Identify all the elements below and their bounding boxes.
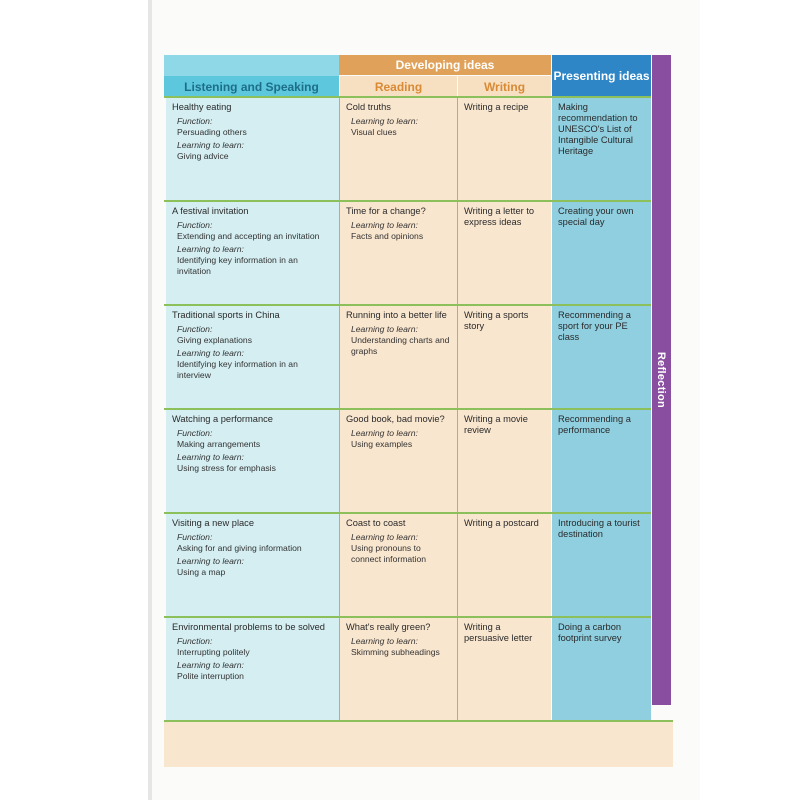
presenting-task: Doing a carbon footprint survey xyxy=(558,622,622,643)
learning-label: Learning to learn: xyxy=(177,140,244,150)
learning-label: Learning to learn: xyxy=(177,556,244,566)
developing-ideas-header: Developing ideas xyxy=(339,55,551,75)
presenting-task: Making recommendation to UNESCO's List of Intangible Cultural Heritage xyxy=(558,102,638,156)
writing-task: Writing a recipe xyxy=(464,102,529,112)
learning-label: Learning to learn: xyxy=(351,220,418,230)
learning-value: Using stress for emphasis xyxy=(177,463,276,473)
writing-task: Writing a persuasive letter xyxy=(464,622,533,643)
writing-cell xyxy=(458,514,551,616)
learning-label: Learning to learn: xyxy=(351,532,418,542)
writing-task: Writing a postcard xyxy=(464,518,539,528)
learning-label: Learning to learn: xyxy=(351,636,418,646)
reading-learning-value: Skimming subheadings xyxy=(351,647,440,657)
reading-learning-value: Facts and opinions xyxy=(351,231,424,241)
presenting-ideas-header: Presenting ideas xyxy=(552,55,651,98)
reading-learning-value: Using examples xyxy=(351,439,413,449)
learning-label: Learning to learn: xyxy=(351,324,418,334)
listening-speaking-cell xyxy=(166,514,339,616)
function-value: Interrupting politely xyxy=(177,647,250,657)
learning-label: Learning to learn: xyxy=(177,348,244,358)
reading-cell xyxy=(340,202,457,304)
listening-header-top xyxy=(164,55,339,76)
reading-header: Reading xyxy=(340,76,457,98)
presenting-cell xyxy=(552,306,651,408)
reading-title: Good book, bad movie? xyxy=(346,414,445,424)
column-divider xyxy=(457,410,458,512)
reading-learning-value: Visual clues xyxy=(351,127,397,137)
listening-speaking-header: Listening and Speaking xyxy=(164,76,339,98)
presenting-task: Creating your own special day xyxy=(558,206,634,227)
presenting-cell xyxy=(552,98,651,200)
unit-topic: Traditional sports in China xyxy=(172,310,280,320)
learning-value: Giving advice xyxy=(177,151,229,161)
learning-value: Identifying key information in an interview xyxy=(177,359,298,380)
writing-cell xyxy=(458,618,551,720)
column-divider xyxy=(457,202,458,304)
listening-speaking-cell xyxy=(166,202,339,304)
listening-speaking-cell xyxy=(166,98,339,200)
learning-label: Learning to learn: xyxy=(177,452,244,462)
function-value: Making arrangements xyxy=(177,439,261,449)
column-divider xyxy=(339,98,340,200)
reading-learning-value: Understanding charts and graphs xyxy=(351,335,450,356)
writing-task: Writing a sports story xyxy=(464,310,529,331)
column-divider xyxy=(457,306,458,408)
reading-learning-value: Using pronouns to connect information xyxy=(351,543,426,564)
function-label: Function: xyxy=(177,116,213,126)
reading-title: Time for a change? xyxy=(346,206,426,216)
presenting-cell xyxy=(552,514,651,616)
function-label: Function: xyxy=(177,532,213,542)
function-label: Function: xyxy=(177,324,213,334)
reading-title: Running into a better life xyxy=(346,310,447,320)
reflection-bar xyxy=(652,55,671,705)
learning-label: Learning to learn: xyxy=(177,244,244,254)
reading-title: Coast to coast xyxy=(346,518,406,528)
listening-speaking-cell xyxy=(166,618,339,720)
column-divider xyxy=(457,514,458,616)
learning-value: Using a map xyxy=(177,567,226,577)
unit-topic: Environmental problems to be solved xyxy=(172,622,325,632)
learning-label: Learning to learn: xyxy=(177,660,244,670)
function-label: Function: xyxy=(177,428,213,438)
listening-speaking-cell xyxy=(166,306,339,408)
column-divider xyxy=(339,514,340,616)
learning-value: Polite interruption xyxy=(177,671,244,681)
column-divider xyxy=(339,202,340,304)
reading-cell xyxy=(340,306,457,408)
writing-cell xyxy=(458,306,551,408)
presenting-cell xyxy=(552,618,651,720)
presenting-task: Introducing a tourist destination xyxy=(558,518,640,539)
column-divider xyxy=(339,618,340,720)
writing-task: Writing a letter to express ideas xyxy=(464,206,535,227)
presenting-cell xyxy=(552,202,651,304)
reading-title: Cold truths xyxy=(346,102,391,112)
reading-cell xyxy=(340,410,457,512)
reading-cell xyxy=(340,618,457,720)
writing-header: Writing xyxy=(458,76,551,98)
column-divider xyxy=(339,410,340,512)
writing-task: Writing a movie review xyxy=(464,414,528,435)
unit-topic: A festival invitation xyxy=(172,206,249,216)
writing-cell xyxy=(458,202,551,304)
unit-topic: Healthy eating xyxy=(172,102,232,112)
presenting-cell xyxy=(552,410,651,512)
column-divider xyxy=(339,306,340,408)
function-label: Function: xyxy=(177,636,213,646)
function-value: Giving explanations xyxy=(177,335,253,345)
writing-cell xyxy=(458,410,551,512)
writing-cell xyxy=(458,98,551,200)
function-value: Persuading others xyxy=(177,127,247,137)
presenting-task: Recommending a performance xyxy=(558,414,631,435)
presenting-task: Recommending a sport for your PE class xyxy=(558,310,631,342)
function-label: Function: xyxy=(177,220,213,230)
listening-speaking-cell xyxy=(166,410,339,512)
reading-cell xyxy=(340,98,457,200)
reading-cell xyxy=(340,514,457,616)
learning-label: Learning to learn: xyxy=(351,116,418,126)
bottom-band xyxy=(164,722,673,767)
reflection-label: Reflection xyxy=(655,351,668,409)
learning-value: Identifying key information in an invitation xyxy=(177,255,298,276)
learning-label: Learning to learn: xyxy=(351,428,418,438)
column-divider xyxy=(457,618,458,720)
unit-topic: Visiting a new place xyxy=(172,518,255,528)
unit-topic: Watching a performance xyxy=(172,414,273,424)
column-divider xyxy=(457,98,458,200)
reading-title: What's really green? xyxy=(346,622,431,632)
function-value: Asking for and giving information xyxy=(177,543,302,553)
function-value: Extending and accepting an invitation xyxy=(177,231,320,241)
